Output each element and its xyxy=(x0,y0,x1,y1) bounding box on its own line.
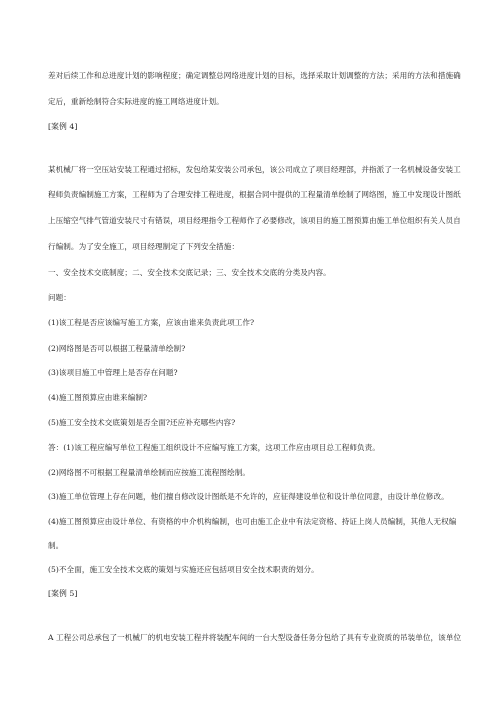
question-item: (2)网络图是否可以根据工程量清单绘制? xyxy=(48,344,186,353)
question-item: (1)该工程是否应该编写施工方案，应该由谁来负责此项工作? xyxy=(48,318,255,327)
case-heading: [案例 4] xyxy=(48,122,78,131)
answer-item: (5)不全面，施工安全技术交底的策划与实施还应包括项目安全技术职责的划分。 xyxy=(48,565,319,574)
answer-item: 制。 xyxy=(48,541,64,550)
paragraph-line: 行编制。为了安全施工，项目经理制定了下列安全措施： xyxy=(48,242,240,251)
question-heading: 问题： xyxy=(48,293,71,302)
answer-item: (4)施工图预算应由设计单位、有资格的中介机构编制，也可由施工企业中有法定资格、持证上岗人员编制，其他人无权编 xyxy=(48,517,457,526)
paragraph-line: 定后，重新绘制符合实际进度的施工网络进度计划。 xyxy=(48,97,224,106)
paragraph-line: 上压缩空气排气管道安装尺寸有错误，项目经理指令工程师作了必要修改，该项目的施工图预算由施工单位组织有关人员自 xyxy=(48,216,461,225)
case-heading: [案例 5] xyxy=(48,589,78,598)
answer-item: (2)网络图不可根据工程量清单绘制而应按施工流程图绘制。 xyxy=(48,468,250,477)
paragraph-line: 一、安全技术交底制度；二、安全技术交底记录；三、安全技术交底的分类及内容。 xyxy=(48,268,331,277)
question-item: (3)该项目施工中管理上是否存在问题? xyxy=(48,368,178,377)
question-item: (4)施工图预算应由谁来编制? xyxy=(48,393,148,402)
answer-item: 答：(1)该工程应编写单位工程施工组织设计不应编写施工方案，这项工作应由项目总工程师负责。 xyxy=(48,443,380,452)
paragraph-line: 差对后续工作和总进度计划的影响程度；确定调整总网络进度计划的目标，选择采取计划调整的方法；采用的方法和措施确 xyxy=(48,71,461,80)
paragraph-line: 程师负责编制施工方案，工程师为了合理安排工程进度，根据合同中提供的工程量清单绘制了网络图，施工中发现设计图纸 xyxy=(48,190,461,199)
paragraph-line: 某机械厂将一空压站安装工程通过招标，发包给某安装公司承包，该公司成立了项目经理部，并指派了一名机械设备安装工 xyxy=(48,165,461,174)
paragraph-line: A 工程公司总承包了一机械厂的机电安装工程并将装配车间的一台大型设备任务分包给了具有专业资质的吊装单位，该单位 xyxy=(48,633,462,642)
answer-item: (3)施工单位管理上存在问题，他们擅自修改设计图纸是不允许的，应征得建设单位和设计单位同意，由设计单位修改。 xyxy=(48,492,449,501)
question-item: (5)施工安全技术交底策划是否全面?还应补充哪些内容? xyxy=(48,418,236,427)
